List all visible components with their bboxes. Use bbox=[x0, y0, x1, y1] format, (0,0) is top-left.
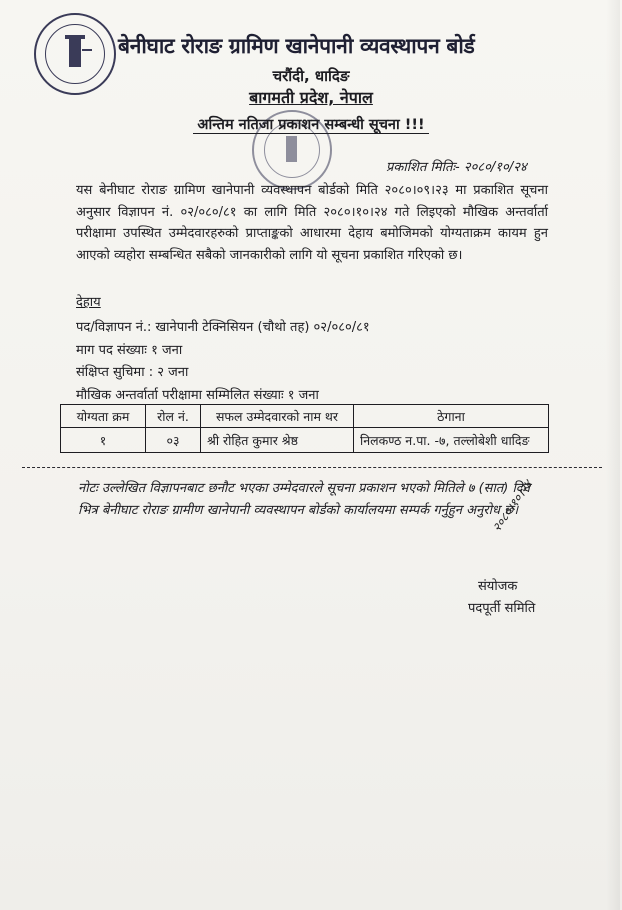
address-line-1: चरौंदी, धादिङ bbox=[272, 67, 350, 85]
address-line-2 bbox=[0, 86, 622, 108]
note-text: नोटः उल्लेखित विज्ञापनबाट छनौट भएका उम्मेदवारले सूचना प्रकाशन भएको मितिले ७ (सात) दिन भित्र बेनीघाट रोराङ ग्रामीण खानेपानी व्यवस्थापन बोर्डको कार्यालयमा सम्पर्क गर्नुहुन अनुरोध छ। bbox=[78, 481, 530, 518]
dehaya-label: देहाय bbox=[76, 295, 101, 310]
cell-rank: १ bbox=[61, 428, 146, 453]
signatory-role: संयोजक bbox=[478, 579, 518, 594]
result-table bbox=[60, 404, 549, 453]
table-header-row bbox=[61, 405, 549, 428]
published-date bbox=[386, 157, 527, 175]
post-line: पद/विज्ञापन नं.: खानेपानी टेक्निसियन (चौथो तह) ०२/०८०/८१ bbox=[76, 320, 370, 335]
published-date-label: प्रकाशित मितिः- bbox=[386, 160, 460, 175]
organization-name: बेनीघाट रोराङ ग्रामिण खानेपानी व्यवस्थापन बोर्ड bbox=[118, 34, 475, 58]
cell-name: श्री रोहित कुमार श्रेष्ठ bbox=[201, 428, 354, 453]
notice-title-text: अन्तिम नतिजा प्रकाशन सम्बन्धी सूचना !!! bbox=[193, 117, 428, 134]
address-province: बागमती प्रदेश, नेपाल bbox=[249, 88, 373, 107]
table-row bbox=[61, 428, 549, 453]
signatory-committee: पदपूर्ती समिति bbox=[468, 601, 536, 616]
notice-title bbox=[0, 114, 622, 134]
published-date-value: २०८०/१०/२४ bbox=[463, 160, 527, 175]
column-header-roll: रोल नं. bbox=[146, 405, 201, 428]
cell-roll: ०३ bbox=[146, 428, 201, 453]
column-header-address: ठेगाना bbox=[354, 405, 549, 428]
column-header-rank: योग्यता क्रम bbox=[61, 405, 146, 428]
column-header-name: सफल उम्मेदवारको नाम थर bbox=[201, 405, 354, 428]
interview-line: मौखिक अन्तर्वार्ता परीक्षामा सम्मिलित संख्याः १ जना bbox=[76, 388, 319, 403]
handwritten-signature-date: २०८०।१०।२४ bbox=[489, 477, 535, 535]
demand-line: माग पद संख्याः १ जना bbox=[76, 343, 183, 358]
shortlist-line: संक्षिप्त सुचिमा : २ जना bbox=[76, 365, 189, 380]
cell-address: निलकण्ठ न.पा. -७, तल्लोबेशी धादिङ bbox=[354, 428, 549, 453]
dashed-divider bbox=[22, 467, 602, 468]
page-edge-shadow bbox=[606, 0, 620, 910]
notice-body-paragraph: यस बेनीघाट रोराङ ग्रामिण खानेपानी व्यवस्थापन बोर्डको मिति २०८०।०९।२३ मा प्रकाशित सूचना अनुसार विज्ञापन नं. ०२/०८०/८१ का लागि मिति २०८०।१०।२४ गते लिइएको मौखिक अन्तर्वार्ता परीक्षामा उपस्थित उम्मेदवारहरुको प्राप्ताङ्कको आधारमा देहाय बमोजिमको योग्यताक्रम कायम हुन आएको व्यहोरा सम्बन्धित सबैको जानकारीको लागि यो सूचना प्रकाशित गरिएको छ। bbox=[76, 183, 548, 263]
